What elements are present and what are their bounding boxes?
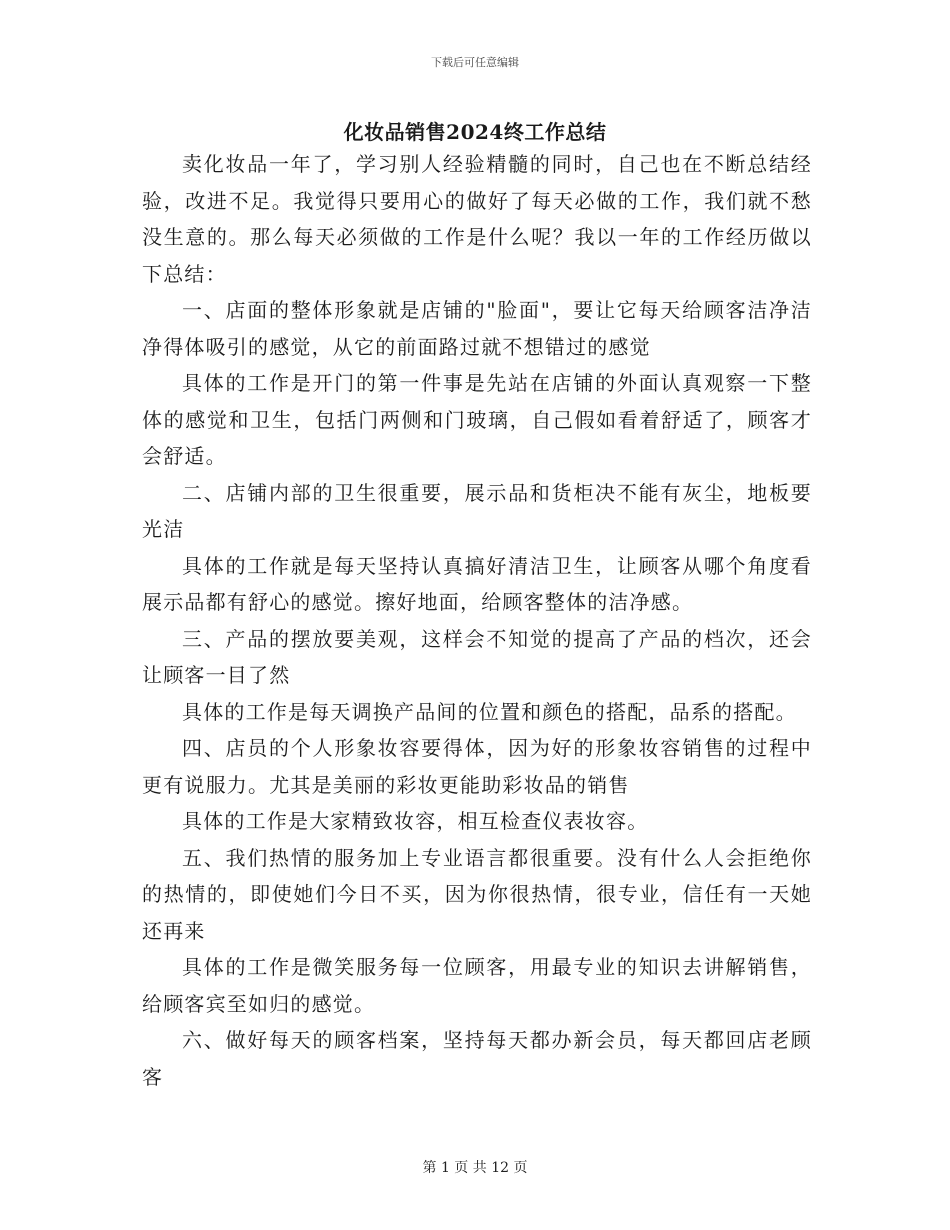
document-body: [142, 146, 812, 1095]
paragraph-detail-1: 具体的工作是开门的第一件事是先站在店铺的外面认真观察一下整体的感觉和卫生，包括门两侧和门玻璃，自己假如看着舒适了，顾客才会舒适。: [142, 371, 812, 468]
paragraph-detail-2: 具体的工作就是每天坚持认真搞好清洁卫生，让顾客从哪个角度看展示品都有舒心的感觉。擦好地面，给顾客整体的洁净感。: [142, 553, 812, 614]
paragraph-point-4: 四、店员的个人形象妆容要得体，因为好的形象妆容销售的过程中更有说服力。尤其是美丽的彩妆更能助彩妆品的销售: [142, 736, 812, 797]
paragraph-detail-3: 具体的工作是每天调换产品间的位置和颜色的搭配，品系的搭配。: [182, 699, 797, 724]
document-title: 化妆品销售2024终工作总结: [343, 120, 607, 144]
paragraph-point-6: 六、做好每天的顾客档案，坚持每天都办新会员，每天都回店老顾客: [142, 1028, 812, 1089]
paragraph-detail-5: 具体的工作是微笑服务每一位顾客，用最专业的知识去讲解销售，给顾客宾至如归的感觉。: [142, 955, 812, 1016]
paragraph-detail-4: 具体的工作是大家精致妆容，相互检查仪表妆容。: [182, 809, 649, 833]
paragraph-intro: 卖化妆品一年了，学习别人经验精髓的同时，自己也在不断总结经验，改进不足。我觉得只要用心的做好了每天必做的工作，我们就不愁没生意的。那么每天必须做的工作是什么呢？我以一年的工作经历做以下总结：: [142, 152, 812, 286]
paragraph-point-3: 三、产品的摆放要美观，这样会不知觉的提高了产品的档次，还会让顾客一目了然: [142, 626, 812, 687]
page-number-footer: 第 1 页 共 12 页: [422, 1160, 528, 1176]
paragraph-point-2: 二、店铺内部的卫生很重要，展示品和货柜决不能有灰尘，地板要光洁: [142, 480, 812, 541]
paragraph-point-1: 一、店面的整体形象就是店铺的"脸面"，要让它每天给顾客洁净洁净得体吸引的感觉，从它的前面路过就不想错过的感觉: [142, 298, 812, 359]
paragraph-point-5: 五、我们热情的服务加上专业语言都很重要。没有什么人会拒绝你的热情的，即使她们今日不买，因为你很热情，很专业，信任有一天她还再来: [142, 845, 812, 943]
page-header-note: 下载后可任意编辑: [431, 56, 519, 69]
